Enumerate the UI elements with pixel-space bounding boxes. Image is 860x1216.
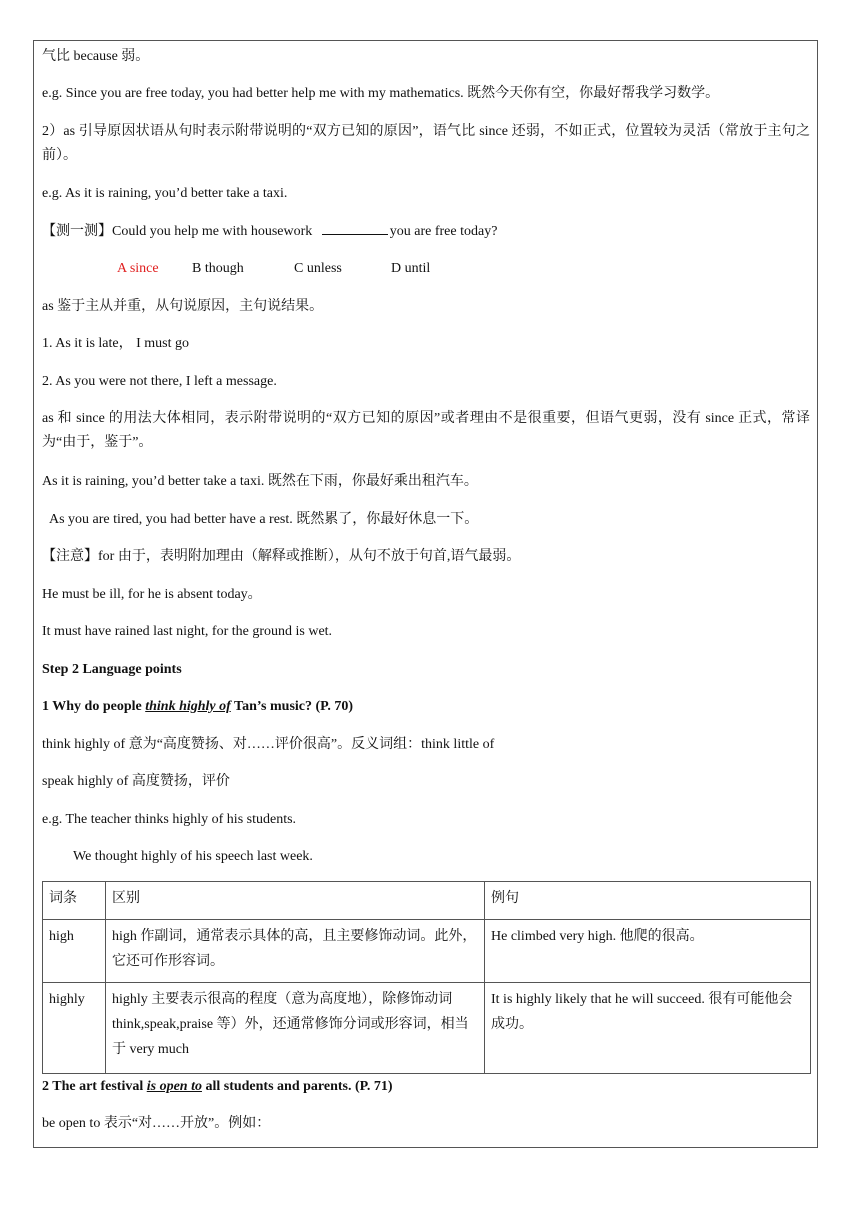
text-line: It must have rained last night, for the ground is wet. — [42, 624, 333, 639]
text-paragraph: 2）as 引导原因状语从句时表示附带说明的“双方已知的原因”，语气比 since 还弱，不如正式，位置较为灵活（常放于主句之前）。 — [42, 124, 810, 163]
language-point-2 — [42, 1075, 810, 1099]
text-line: speak highly of 高度赞扬，评价 — [42, 774, 230, 789]
option-d: D until — [391, 261, 431, 276]
table-cell: It is highly likely that he will succeed. 很有可能他会成功。 — [485, 983, 811, 1074]
point-text: 1 Why do people — [42, 699, 146, 714]
table-cell: highly 主要表示很高的程度（意为高度地），除修饰动词 think,speak,praise 等）外，还通常修饰分词或形容词，相当于 very much — [106, 983, 485, 1074]
text-line: e.g. Since you are free today, you had better help me with my mathematics. 既然今天你有空，你最好帮我学习数学。 — [42, 86, 720, 101]
table-header: 词条 — [43, 882, 106, 920]
table-row — [43, 983, 811, 1074]
text-line: 2. As you were not there, I left a message. — [42, 374, 277, 389]
comparison-table — [42, 881, 811, 1074]
text-paragraph: as 和 since 的用法大体相同，表示附带说明的“双方已知的原因”或者理由不是很重要，但语气更弱，没有 since 正式，常译为“由于，鉴于”。 — [42, 411, 810, 450]
text-line: e.g. The teacher thinks highly of his students. — [42, 812, 297, 827]
quiz-question-tail: you are free today? — [389, 224, 498, 239]
text-line: 气比 because 弱。 — [42, 49, 150, 64]
note-line: 【注意】for 由于，表明附加理由（解释或推断），从句不放于句首,语气最弱。 — [42, 549, 521, 564]
option-b: B though — [192, 261, 244, 276]
option-a: A since — [117, 261, 159, 276]
key-phrase: is open to — [146, 1079, 202, 1094]
table-cell: highly — [43, 983, 106, 1074]
key-phrase: think highly of — [145, 699, 231, 714]
page-frame — [33, 40, 818, 1148]
text-line: be open to 表示“对……开放”。例如： — [42, 1116, 271, 1131]
point-text: 2 The art festival — [42, 1079, 147, 1094]
table-cell: He climbed very high. 他爬的很高。 — [485, 920, 811, 983]
table-row — [43, 920, 811, 983]
table-header-row — [43, 882, 811, 920]
section-heading: Step 2 Language points — [42, 662, 182, 677]
language-point-1 — [42, 695, 810, 719]
point-text: all students and parents. (P. 71) — [201, 1079, 393, 1094]
text-line: As you are tired, you had better have a rest. 既然累了，你最好休息一下。 — [49, 512, 479, 527]
quiz-question-text: 【测一测】Could you help me with housework — [42, 224, 316, 239]
answer-blank — [322, 220, 388, 235]
table-cell: high 作副词，通常表示具体的高，且主要修饰动词。此外，它还可作形容词。 — [106, 920, 485, 983]
text-line: as 鉴于主从并重，从句说原因，主句说结果。 — [42, 299, 324, 314]
option-c: C unless — [294, 261, 342, 276]
table-cell: high — [43, 920, 106, 983]
table-header: 例句 — [485, 882, 811, 920]
text-line: think highly of 意为“高度赞扬、对……评价很高”。反义词组：think little of — [42, 737, 495, 752]
text-line: We thought highly of his speech last week. — [73, 849, 313, 864]
text-line: e.g. As it is raining, you’d better take a taxi. — [42, 186, 288, 201]
table-header: 区别 — [106, 882, 485, 920]
text-line: He must be ill, for he is absent today。 — [42, 587, 262, 602]
text-line: 1. As it is late， I must go — [42, 336, 189, 351]
point-text: Tan’s music? (P. 70) — [230, 699, 354, 714]
quiz-question — [42, 220, 810, 244]
text-line: As it is raining, you’d better take a taxi. 既然在下雨，你最好乘出租汽车。 — [42, 474, 478, 489]
